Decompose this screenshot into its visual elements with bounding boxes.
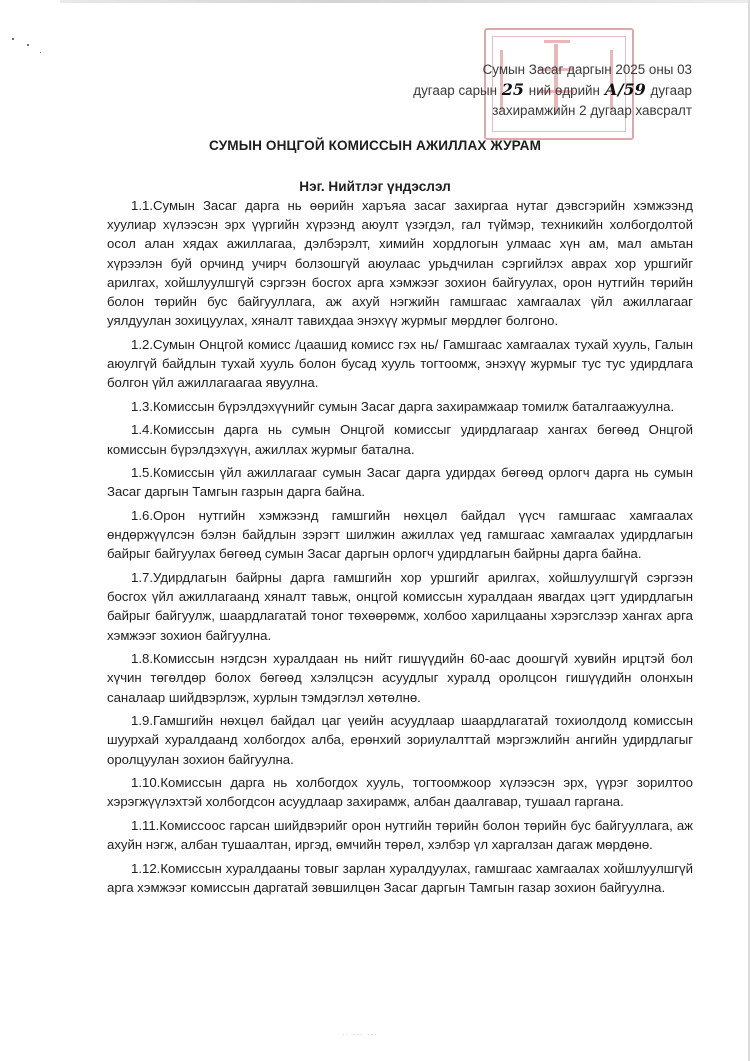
scan-footer-mark: ·· ··· ··· bbox=[342, 1030, 378, 1039]
paragraph-1-9: 1.9.Гамшгийн нөхцөл байдал цаг үеийн асуудлаар шаардлагатай тохиолдолд комиссын шуурхай хуралдаанд холбогдох алба, ерөнхий зориулалттай мэргэжлийн ангийн удирдлагыг оролцуулан зохион байгуулна. bbox=[107, 713, 693, 767]
annex-month-text: дугаар сарын bbox=[413, 83, 498, 98]
paragraph-1-3: 1.3.Комиссын бүрэлдэхүүнийг сумын Засаг дарга захирамжаар томилж баталгаажуулна. bbox=[131, 398, 675, 414]
paragraph-1-8: 1.8.Комиссын нэгдсэн хуралдаан нь нийт гишүүдийн 60-аас доошгүй хувийн ирцтэй бол хүчин төгөлдөр болох бөгөөд хэлэлцсэн асуудлыг хуралд оролцсон гишүүдийн олонхын саналаар шийдвэрлэж, хурлын тэмдэглэл хөтөлнө. bbox=[107, 651, 693, 705]
paragraph-1-10: 1.10.Комиссын дарга нь холбогдох хууль, тогтоомжоор хүлээсэн эрх, үүрэг зорилтоо хэрэгжүүлэхтэй холбогдсон асуудлаар захирамж, албан даалгавар, тушаал гаргана. bbox=[107, 775, 693, 810]
annex-day-suffix: ний өдрийн bbox=[528, 83, 600, 98]
document-body bbox=[107, 196, 693, 902]
paragraph-1-11: 1.11.Комиссоос гарсан шийдвэрийг орон нутгийн төрийн болон төрийн бус байгууллага, аж ахуйн нэгж, албан тушаалтан, иргэд, өмчийн төрөл, хэлбэр үл харгалзан дагаж мөрдөнө. bbox=[107, 818, 693, 853]
paragraph-1-5: 1.5.Комиссын үйл ажиллагааг сумын Засаг дарга удирдах бөгөөд орлогч дарга нь сумын Засаг даргын Тамгын газрын дарга байна. bbox=[107, 465, 693, 500]
paragraph-1-2: 1.2.Сумын Онцгой комисс /цаашид комисс гэх нь/ Гамшгаас хамгаалах тухай хууль, Галын аюулгүй байдлын тухай хууль болон бусад хууль тогтоомж, энэхүү журмыг тус тус удирдлага болгон үйл ажиллагаагаа явуулна. bbox=[107, 336, 693, 391]
handwritten-order-number: А/59 bbox=[604, 80, 646, 99]
paragraph-1-7: 1.7.Удирдлагын байрны дарга гамшгийн хор уршгийг арилгах, хойшлуулшгүй сэргээн босгох үйл ажиллагаанд хяналт тавьж, онцгой комиссын хуралдаан явагдах цэгт удирдлагын байрыг байгуулж, шаардлагатай тоног төхөөрөмж, холбоо харилцааны хэрэгслээр хангах арга хэмжээг зохион байгуулна. bbox=[107, 570, 693, 643]
paragraph-1-1: 1.1.Сумын Засаг дарга нь өөрийн харъяа засаг захиргаа нутаг дэвсгэрийн хэмжээнд хуулиар хүлээсэн эрх үүргийн хүрээнд аюулт үзэгдэл, гал түймэр, техникийн холбогдолтой осол алан хядах ажиллагаа, дэлбэрэлт, химийн хордлогын улмаас хүн ам, мал амьтан хүрээлэн буй орчинд учирч болзошгүй аюулаас урьдчилан сэргийлэх аврах хор уршгийг арилгах, хойшлуулшгүй сэргээн босгох арга хэмжээг зохион байгуулах, орон нутгийн төрийн болон төрийн бус байгууллага, аж ахуй нэгжийн гамшгаас хамгаалах үйл ажиллагааг уялдуулан зохицуулах, хяналт тавихдаа энэхүү журмыг мөрдлөг болгоно. bbox=[107, 198, 693, 329]
scan-speck bbox=[40, 52, 41, 53]
scan-speck bbox=[27, 44, 29, 46]
annex-line-1: Сумын Засаг даргын 2025 оны 03 bbox=[482, 62, 692, 77]
handwritten-day: 25 bbox=[501, 80, 525, 99]
scan-speck bbox=[12, 38, 14, 40]
section-title: Нэг. Нийтлэг үндэслэл bbox=[299, 179, 451, 194]
annex-reference bbox=[413, 60, 692, 121]
paragraph-1-4: 1.4.Комиссын дарга нь сумын Онцгой комиссыг удирдлагаар хангах бөгөөд Онцгой комиссын бүрэлдэхүүн, ажиллах журмыг батална. bbox=[107, 422, 693, 457]
document-title: СУМЫН ОНЦГОЙ КОМИССЫН АЖИЛЛАХ ЖУРАМ bbox=[209, 138, 541, 153]
annex-line-3: захирамжийн 2 дугаар хавсралт bbox=[492, 103, 692, 118]
paragraph-1-6: 1.6.Орон нутгийн хэмжээнд гамшгийн нөхцөл байдал үүсч гамшгаас хамгаалах өндөржүүлсэн бэлэн байдлын зэрэгт шилжин ажиллах үед гамшгаас хамгаалах удирдлагын байрыг байгуулах бөгөөд сумын Засаг даргын орлогч удирдлагын байрны дарга байна. bbox=[107, 508, 693, 562]
annex-number-suffix: дугаар bbox=[650, 83, 692, 98]
scan-edge-top bbox=[60, 0, 750, 3]
paragraph-1-12: 1.12.Комиссын хуралдааны товыг зарлан хуралдуулах, гамшгаас хамгаалах хойшлуулшгүй арга хэмжээг комиссын даргатай зөвшилцөн Засаг даргын Тамгын газар зохион байгуулна. bbox=[107, 860, 693, 895]
annex-line-2 bbox=[413, 80, 692, 101]
